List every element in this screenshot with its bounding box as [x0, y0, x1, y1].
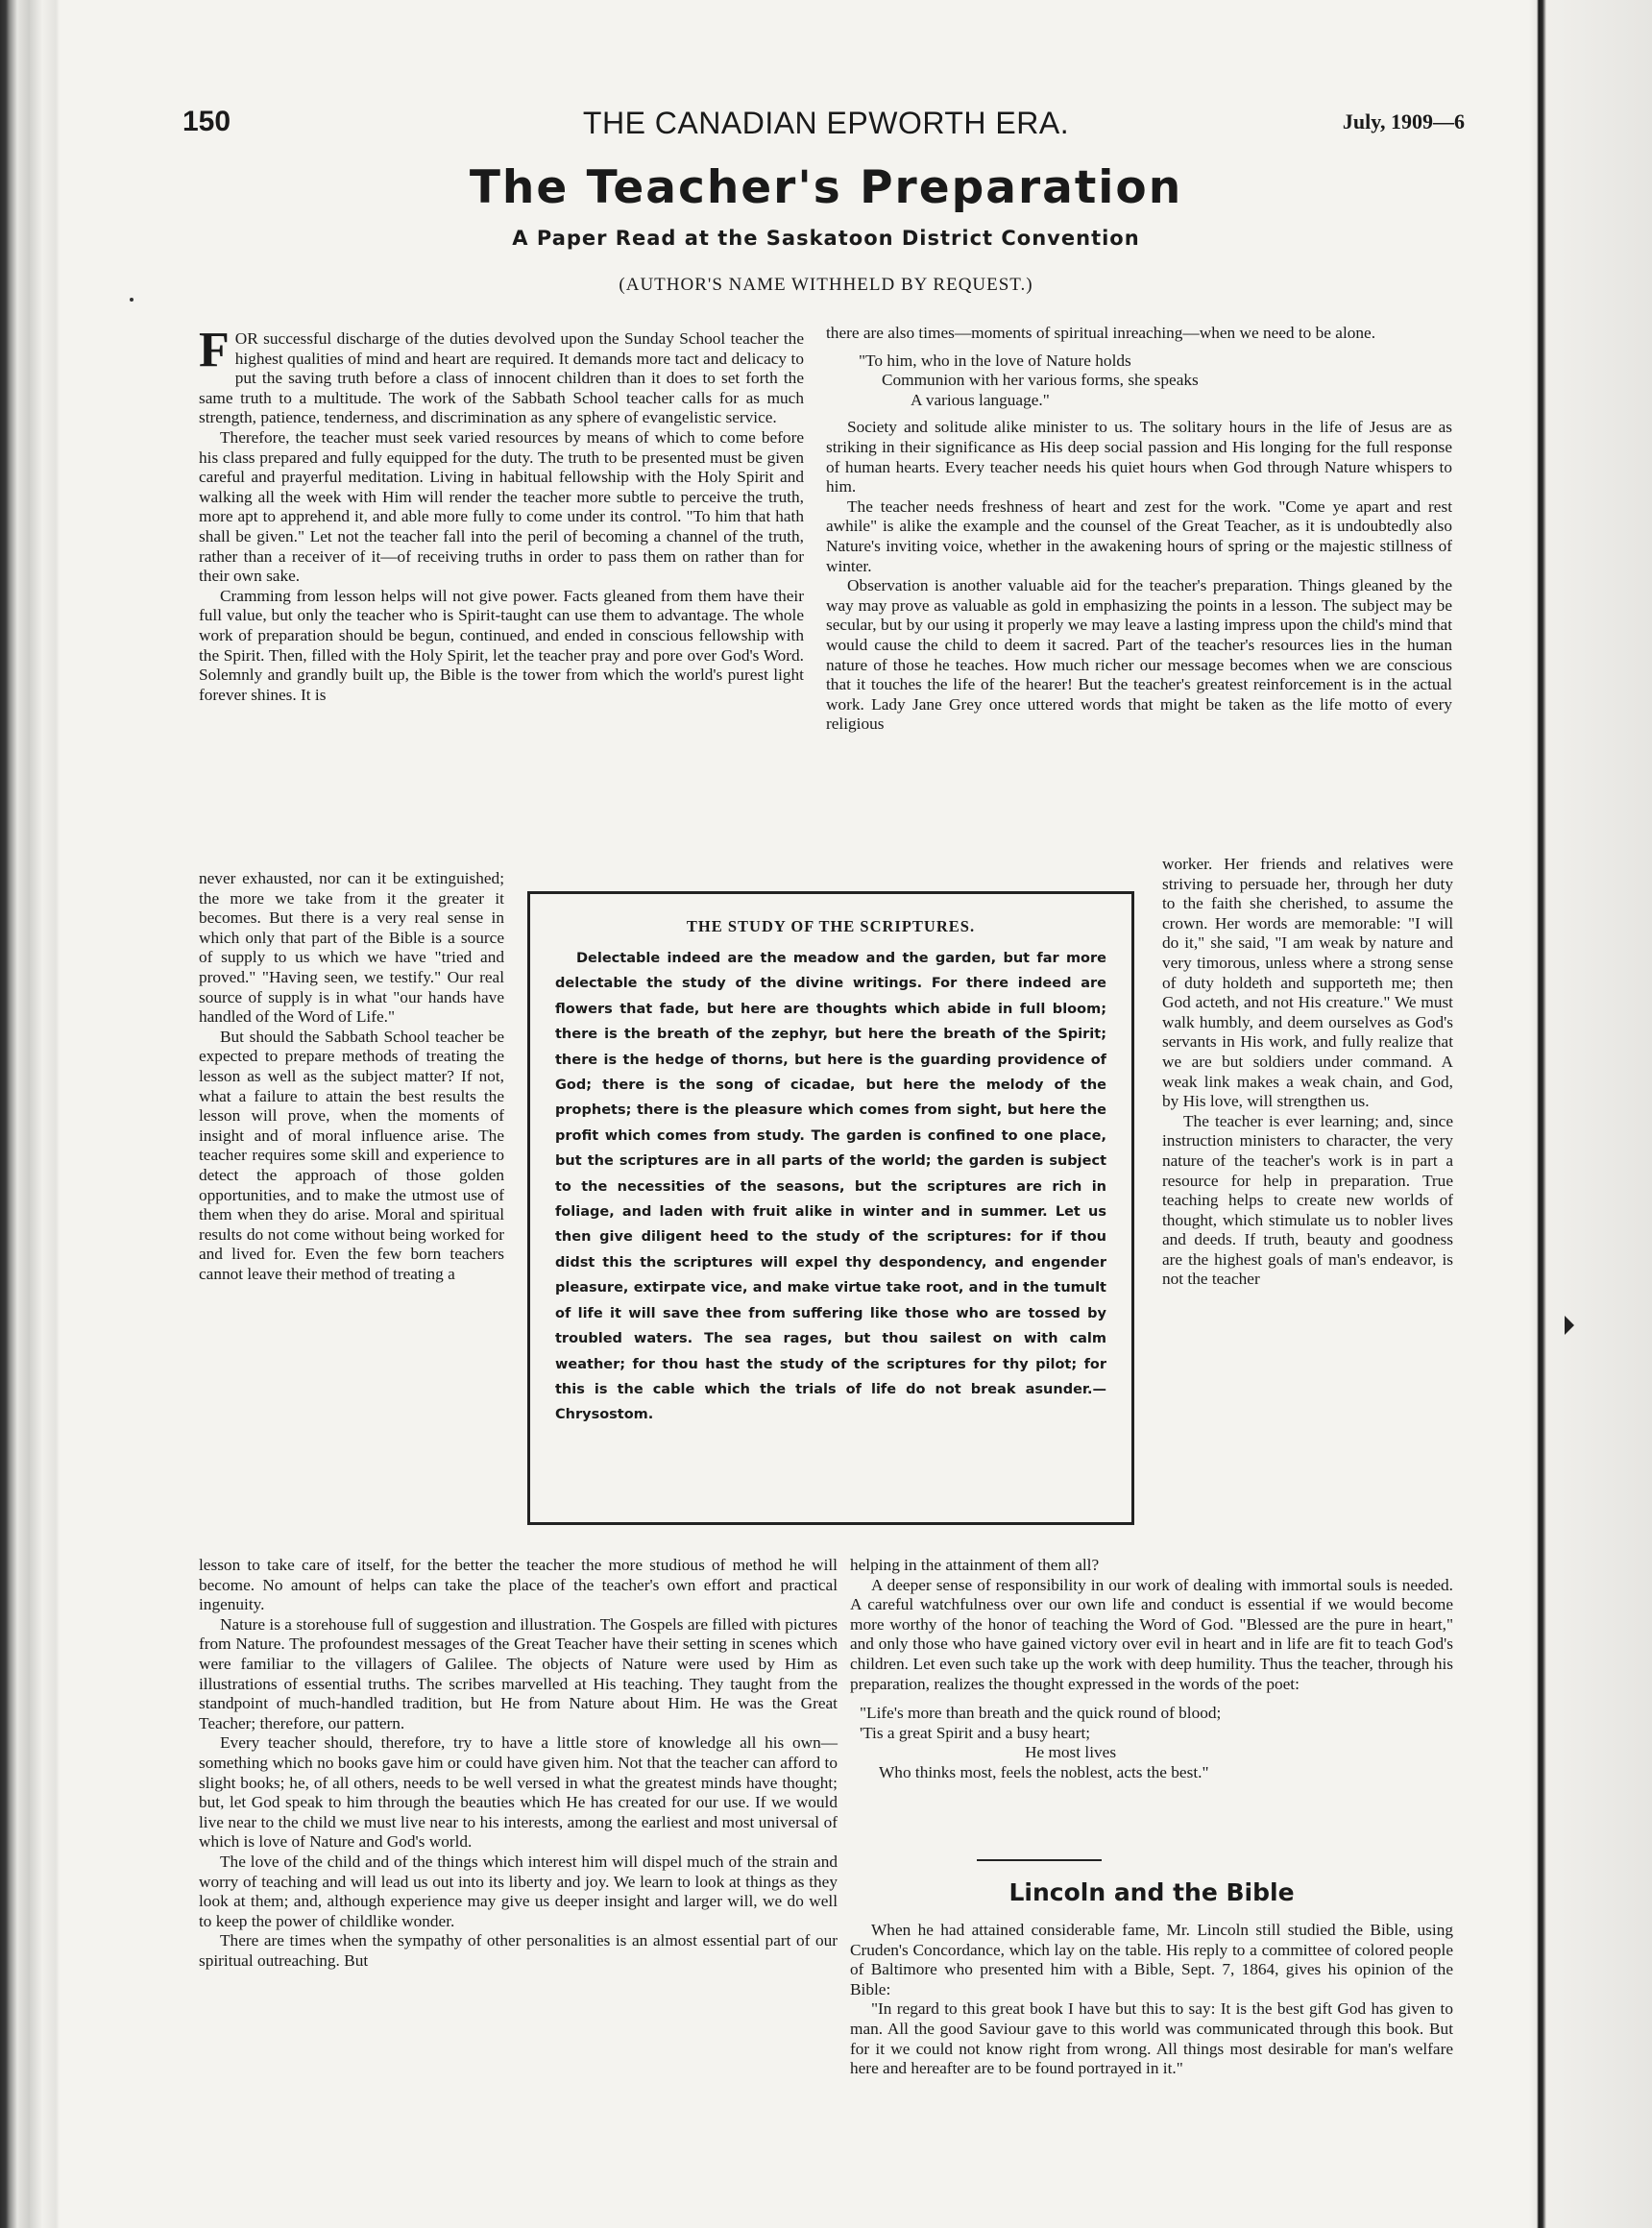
section-divider — [977, 1859, 1102, 1861]
lincoln-article-title: Lincoln and the Bible — [1008, 1878, 1295, 1906]
article-subtitle: A Paper Read at the Saskatoon District Convention — [512, 227, 1140, 250]
sidebar-title: THE STUDY OF THE SCRIPTURES. — [686, 917, 976, 935]
poem-quote — [826, 351, 1452, 411]
poem-line: "To him, who in the love of Nature holds — [859, 351, 1131, 370]
paragraph: Observation is another valuable aid for the teacher's preparation. Things gleaned by the way may prove as valuable as gold in emphasizing the points in a lesson. The subject may be secular, but by our using it properly we may leave a lasting impress upon the child's mind that would cause the child to deem it sacred. Part of the teacher's resources lies in the human nature of those he teaches. How much richer our message becomes when we are conscious that it touches the life of the hearer! But the teacher's greatest reinforcement is in the actual work. Lady Jane Grey once uttered words that might be taken as the life motto of every religious — [826, 576, 1452, 734]
paragraph: The teacher needs freshness of heart and zest for the work. "Come ye apart and rest awhile" is alike the example and the counsel of the Great Teacher, as it is undoubtedly also Nature's inviting voice, whether in the awakening hours of spring or the majestic stillness of winter. — [826, 496, 1452, 575]
poem-line: Who thinks most, feels the noblest, acts the best." — [879, 1762, 1209, 1781]
paragraph: The love of the child and of the things which interest him will dispel much of the strain and worry of teaching and will lead us out into its liberty and joy. We learn to look at things as they look at them; and, although experience may give us deeper insight and larger will, we do well to keep the power of childlike wonder. — [199, 1852, 838, 1930]
running-title: THE CANADIAN EPWORTH ERA. — [582, 106, 1070, 140]
poem-line: "Life's more than breath and the quick round of blood; — [860, 1704, 1222, 1723]
paragraph: The teacher is ever learning; and, since instruction ministers to character, the very nature of the teacher's work is in part a resource for help in preparation. True teaching helps to create new worlds of thought, which stimulate us to nobler lives and deeds. If truth, beauty and goodness are the highest goals of man's endeavor, is not the teacher — [1162, 1111, 1453, 1289]
paragraph: Cramming from lesson helps will not give power. Facts gleaned from them have their full value, but only the teacher who is Spirit-taught can use them to advantage. The whole work of preparation should be begun, continued, and ended in conscious fellowship with the Spirit. Then, filled with the Holy Spirit, let the teacher pray and pore over God's Word. Solemnly and grandly built up, the Bible is the tower from which the world's purest light forever shines. It is — [199, 586, 804, 704]
paragraph: Nature is a storehouse full of suggestion and illustration. The Gospels are filled with pictures from Nature. The profoundest messages of the Great Teacher have their setting in scenes which were familiar to the villagers of Galilee. The objects of Nature were used by Him as illustrations of essential truths. The scribes marvelled at His teaching. They taught from the standpoint of much-handled tradition, but He from Nature about Him. He was the Great Teacher; therefore, our pattern. — [199, 1614, 838, 1732]
paragraph: A deeper sense of responsibility in our work of dealing with immortal souls is needed. A careful watchfulness over our own life and conduct is essential if we would become more worthy of the honor of teaching the Word of God. "Blessed are the pure in heart," and only those who have gained victory over evil in heart and in life are fit to teach God's children. Let even such take up the work with deep humility. Thus the teacher, through his preparation, realizes the thought expressed in the words of the poet: — [850, 1575, 1453, 1693]
article-title: The Teacher's Preparation — [469, 161, 1183, 214]
magazine-page — [182, 96, 1465, 2170]
drop-cap: F — [199, 323, 230, 377]
paragraph: Therefore, the teacher must seek varied resources by means of which to come before his class prepared and fully equipped for the duty. The truth to be presented must be given careful and prayerful meditation. Living in habitual fellowship with the Holy Spirit and walking all the week with Him will render the teacher more subtle to perceive the truth, more apt to apprehend it, and able more fully to come under its control. "To him that hath shall be given." Let not the teacher fall into the peril of becoming a channel of the truth, rather than a receiver of it—of receiving truths in order to pass them on rather than for their own sake. — [199, 427, 804, 586]
page-number: 150 — [182, 106, 231, 137]
column-2-top — [826, 324, 1452, 735]
paragraph: helping in the attainment of them all? — [850, 1556, 1100, 1574]
page-edge-marker — [1565, 1316, 1574, 1335]
author-note: (AUTHOR'S NAME WITHHELD BY REQUEST.) — [619, 275, 1033, 295]
book-binding-gutter — [0, 0, 60, 2228]
paragraph: But should the Sabbath School teacher be expected to prepare methods of treating the lesson as well as the subject matter? If not, what a failure to attain the best results the lesson will prove, when the moments of insight and of moral influence arise. The teacher requires some skill and experience to detect the approach of those golden opportunities, and to make the utmost use of them when they do arise. Moral and spiritual results do not come without being worked for and lived for. Even the few born teachers cannot leave their method of treating a — [199, 1027, 504, 1283]
sidebar-box — [527, 891, 1134, 1525]
paragraph — [199, 323, 804, 428]
margin-dot — [130, 298, 134, 302]
sidebar-body: Delectable indeed are the meadow and the garden, but far more delectable the study of the divine writings. For there indeed are flowers that fade, but here are thoughts which abide in full bloom; there is the breath of the zephyr, but here the breath of the Spirit; there is the hedge of thorns, but here is the guarding providence of God; there is the song of cicadae, but here the melody of the prophets; there is the pleasure which comes from sight, but here the profit which comes from study. The garden is confined to one place, but the scriptures are in all parts of the world; the garden is subject to the necessities of the seasons, but the scriptures are rich in foliage, and laden with fruit alike in winter and in summer. Let us then give diligent heed to the study of the scriptures: for if thou didst this the scriptures will expel thy despondency, and engender pleasure, extirpate vice, and make virtue take root, and in the tumult of life it will save thee from suffering like those who are tossed by troubled waters. The sea rages, but thou sailest on with calm weather; for thou hast the study of the scriptures for thy pilot; for this is the cable which the trials of life do not break asunder.—Chrysostom. — [555, 951, 1106, 1423]
paragraph: When he had attained considerable fame, Mr. Lincoln still studied the Bible, using Cruden's Concordance, which lay on the table. His reply to a committee of colored people of Baltimore who presented him with a Bible, Sept. 7, 1864, gives his opinion of the Bible: — [850, 1921, 1453, 1998]
paragraph: worker. Her friends and relatives were striving to persuade her, through her duty to the faith she cherished, to assume the crown. Her words are memorable: "I will do it," she said, "I am weak by nature and very timorous, unless where a strong sense of duty holdeth and supporteth me; then God acteth, and not His creature." We must walk humbly, and deem ourselves as God's servants in His work, and fully realize that we are but soldiers under command. A weak link makes a weak chain, and God, by His love, will strengthen us. — [1162, 855, 1453, 1111]
paragraph: There are times when the sympathy of other personalities is an almost essential part of our spiritual outreaching. But — [199, 1931, 838, 1970]
column-1-narrow — [199, 869, 504, 1284]
paragraph: lesson to take care of itself, for the better the teacher the more studious of method he will become. No amount of helps can take the place of the teacher's own effort and practical ingenuity. — [199, 1556, 838, 1614]
poem-line: 'Tis a great Spirit and a busy heart; — [860, 1723, 1091, 1742]
poem-line: Communion with her various forms, she speaks — [882, 371, 1199, 390]
paragraph: Every teacher should, therefore, try to have a little store of knowledge all his own—something which no books gave him or could have given him. Not that the teacher can afford to slight books; he, of all others, needs to be well versed in what the greatest minds have thought; but, let God speak to him through the beauties which He has created for our use. If we would live near to the child we must live near to his interests, among the earliest and most universal of which is love of Nature and God's world. — [199, 1733, 838, 1852]
column-1-top — [199, 323, 804, 705]
column-2-narrow — [1162, 855, 1453, 1290]
poem-line: He most lives — [1025, 1743, 1117, 1762]
column-1-bottom — [199, 1556, 838, 1971]
closing-poem — [850, 1704, 1453, 1782]
poem-line: A various language." — [911, 390, 1050, 409]
column-2-bottom — [850, 1556, 1453, 1783]
paragraph: never exhausted, nor can it be extinguished; the more we take from it the greater it becomes. But there is a very real sense in which only that part of the Bible is a source of supply to us which we have "tried and proved." "Having seen, we testify." Our real source of supply is in what "our hands have handled of the Word of Life." — [199, 869, 504, 1027]
paragraph: "In regard to this great book I have but this to say: It is the best gift God has given to man. All the good Saviour gave to this world was communicated through this book. But for it we could not know right from wrong. All things most desirable for man's welfare here and hereafter are to be found portrayed in it." — [850, 1999, 1453, 2078]
lincoln-article-body — [850, 1921, 1453, 2079]
paragraph: there are also times—moments of spiritual inreaching—when we need to be alone. — [826, 324, 1376, 342]
issue-date: July, 1909—6 — [1342, 109, 1465, 133]
paragraph-text: OR successful discharge of the duties devolved upon the Sunday School teacher the highest qualities of mind and heart are required. It demands more tact and delicacy to put the saving truth before a class of innocent children than it does to set forth the same truth to a multitude. The work of the Sabbath School teacher calls for as much strength, patience, tenderness, and discrimination as any sphere of evangelistic service. — [199, 329, 804, 427]
facing-page-edge — [1529, 0, 1652, 2228]
paragraph: Society and solitude alike minister to us. The solitary hours in the life of Jesus are as striking in their significance as His deep social passion and His longing for the full response of human hearts. Every teacher needs his quiet hours when God through Nature whispers to him. — [826, 418, 1452, 496]
